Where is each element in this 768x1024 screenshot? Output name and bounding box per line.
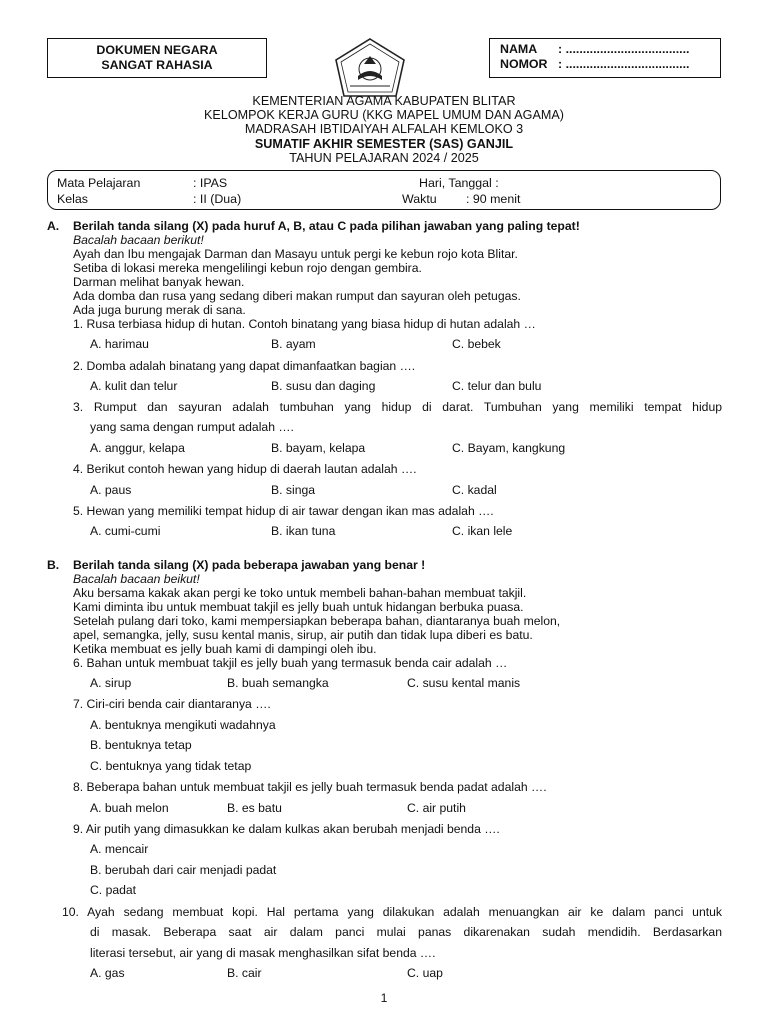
section-a-instruction: Berilah tanda silang (X) pada huruf A, B, atau C pada pilihan jawaban yang paling tepat! [73, 219, 580, 233]
student-identity-box [489, 38, 721, 78]
question-7-option-b[interactable]: B. bentuknya tetap [90, 738, 192, 752]
question-4-option-c[interactable]: C. kadal [452, 483, 497, 497]
doc-line-2: SANGAT RAHASIA [101, 57, 213, 72]
question-1-option-a[interactable]: A. harimau [90, 337, 149, 351]
question-1-option-c[interactable]: C. bebek [452, 337, 501, 351]
question-7: 7. Ciri-ciri benda cair diantaranya …. [73, 697, 271, 711]
waktu-value: : 90 menit [466, 192, 521, 206]
nomor-label: NOMOR [500, 56, 548, 71]
question-3-option-b[interactable]: B. bayam, kelapa [271, 441, 366, 455]
exam-title: SUMATIF AKHIR SEMESTER (SAS) GANJIL [254, 136, 514, 151]
question-10-option-a[interactable]: A. gas [90, 966, 125, 980]
question-2-option-c[interactable]: C. telur dan bulu [452, 379, 542, 393]
question-7-option-a[interactable]: A. bentuknya mengikuti wadahnya [90, 718, 276, 732]
ministry-logo-icon [330, 36, 410, 102]
question-6-option-c[interactable]: C. susu kental manis [407, 676, 521, 690]
section-b-reading-line: Ketika membuat es jelly buah kami di dampingi oleh ibu. [73, 642, 377, 656]
mapel-value: : IPAS [193, 176, 228, 190]
section-b-reading-line: Kami diminta ibu untuk membuat takjil es jelly buah untuk hidangan berbuka puasa. [73, 600, 524, 614]
section-a-reading-line: Ada juga burung merak di sana. [73, 303, 246, 317]
question-3-option-a[interactable]: A. anggur, kelapa [90, 441, 185, 455]
nama-label: NAMA [500, 42, 538, 56]
exam-header [0, 94, 768, 165]
question-9-option-b[interactable]: B. berubah dari cair menjadi padat [90, 863, 277, 877]
question-2-option-a[interactable]: A. kulit dan telur [90, 379, 178, 393]
question-10-option-b[interactable]: B. cair [227, 966, 262, 980]
section-b-reading-line: apel, semangka, jelly, susu kental manis, sirup, air putih dan tidak lupa diberi es batu. [73, 628, 533, 642]
section-a-reading-line: Ayah dan Ibu mengajak Darman dan Masayu untuk pergi ke kebun rojo kota Blitar. [73, 247, 518, 261]
section-b-reading-line: Aku bersama kakak akan pergi ke toko untuk membeli bahan-bahan membuat takjil. [73, 586, 527, 600]
question-2: 2. Domba adalah binatang yang dapat dimanfaatkan bagian …. [73, 359, 416, 373]
section-a-reading-line: Setiba di lokasi mereka mengelilingi kebun rojo dengan gembira. [73, 261, 422, 275]
question-3-line-1: 3. Rumput dan sayuran adalah tumbuhan yang hidup di darat. Tumbuhan yang memiliki tempat hidup [73, 400, 722, 414]
exam-info-box [47, 170, 721, 210]
question-5: 5. Hewan yang memiliki tempat hidup di air tawar dengan ikan mas adalah …. [73, 504, 494, 518]
question-1-option-b[interactable]: B. ayam [271, 337, 316, 351]
question-3-option-c[interactable]: C. Bayam, kangkung [452, 441, 566, 455]
question-8: 8. Beberapa bahan untuk membuat takjil es jelly buah termasuk benda padat adalah …. [73, 780, 547, 794]
question-5-option-c[interactable]: C. ikan lele [452, 524, 513, 538]
section-a-letter: A. [47, 219, 60, 233]
question-6-option-a[interactable]: A. sirup [90, 676, 132, 690]
nama-field: : .................................... [558, 42, 690, 56]
question-8-option-c[interactable]: C. air putih [407, 801, 466, 815]
question-6-option-b[interactable]: B. buah semangka [227, 676, 329, 690]
question-10-line-3: literasi tersebut, air yang di masak menghasilkan sifat benda …. [90, 946, 436, 960]
question-9-option-c[interactable]: C. padat [90, 883, 137, 897]
question-10-option-c[interactable]: C. uap [407, 966, 443, 980]
academic-year: TAHUN PELAJARAN 2024 / 2025 [289, 150, 479, 165]
question-8-option-a[interactable]: A. buah melon [90, 801, 169, 815]
question-4: 4. Berikut contoh hewan yang hidup di daerah lautan adalah …. [73, 462, 417, 476]
section-a-reading-label: Bacalah bacaan berikut! [73, 233, 204, 247]
section-b-letter: B. [47, 558, 60, 572]
section-b-instruction: Berilah tanda silang (X) pada beberapa jawaban yang benar ! [73, 558, 426, 572]
mapel-label: Mata Pelajaran [57, 176, 141, 190]
header-line-3: MADRASAH IBTIDAIYAH ALFALAH KEMLOKO 3 [244, 122, 524, 137]
question-5-option-b[interactable]: B. ikan tuna [271, 524, 336, 538]
question-10-line-2: di masak. Beberapa saat air dalam panci mulai panas dikarenakan sudah mendidih. Berdasarkan [90, 925, 722, 939]
section-b-reading-line: Setelah pulang dari toko, kami mempersiapkan beberapa bahan, diantaranya buah melon, [73, 614, 561, 628]
section-a-reading-line: Darman melihat banyak hewan. [73, 275, 245, 289]
question-10-line-1: 10. Ayah sedang membuat kopi. Hal pertama yang dilakukan adalah menuangkan air ke dalam panci untuk [62, 905, 722, 919]
question-4-option-a[interactable]: A. paus [90, 483, 132, 497]
doc-line-1: DOKUMEN NEGARA [96, 43, 218, 57]
question-6: 6. Bahan untuk membuat takjil es jelly buah yang termasuk benda cair adalah … [73, 656, 508, 670]
question-3-line-2: yang sama dengan rumput adalah …. [90, 420, 294, 434]
section-b-reading-label: Bacalah bacaan beikut! [73, 572, 200, 586]
header-line-1: KEMENTERIAN AGAMA KABUPATEN BLITAR [252, 94, 516, 108]
question-1: 1. Rusa terbiasa hidup di hutan. Contoh binatang yang biasa hidup di hutan adalah … [73, 317, 536, 331]
question-9: 9. Air putih yang dimasukkan ke dalam kulkas akan berubah menjadi benda …. [73, 822, 500, 836]
question-4-option-b[interactable]: B. singa [271, 483, 316, 497]
question-7-option-c[interactable]: C. bentuknya yang tidak tetap [90, 759, 252, 773]
header-line-2: KELOMPOK KERJA GURU (KKG MAPEL UMUM DAN AGAMA) [204, 108, 564, 123]
page-number: 1 [380, 991, 388, 1005]
question-9-option-a[interactable]: A. mencair [90, 842, 149, 856]
waktu-label: Waktu [402, 192, 437, 206]
question-8-option-b[interactable]: B. es batu [227, 801, 282, 815]
hari-tanggal-label: Hari, Tanggal : [419, 176, 499, 190]
kelas-value: : II (Dua) [193, 192, 242, 206]
section-a-reading-line: Ada domba dan rusa yang sedang diberi makan rumput dan sayuran oleh petugas. [73, 289, 521, 303]
nomor-field: : .................................... [558, 56, 690, 71]
question-2-option-b[interactable]: B. susu dan daging [271, 379, 376, 393]
question-5-option-a[interactable]: A. cumi-cumi [90, 524, 161, 538]
kelas-label: Kelas [57, 192, 88, 206]
document-classification-box [47, 38, 267, 78]
